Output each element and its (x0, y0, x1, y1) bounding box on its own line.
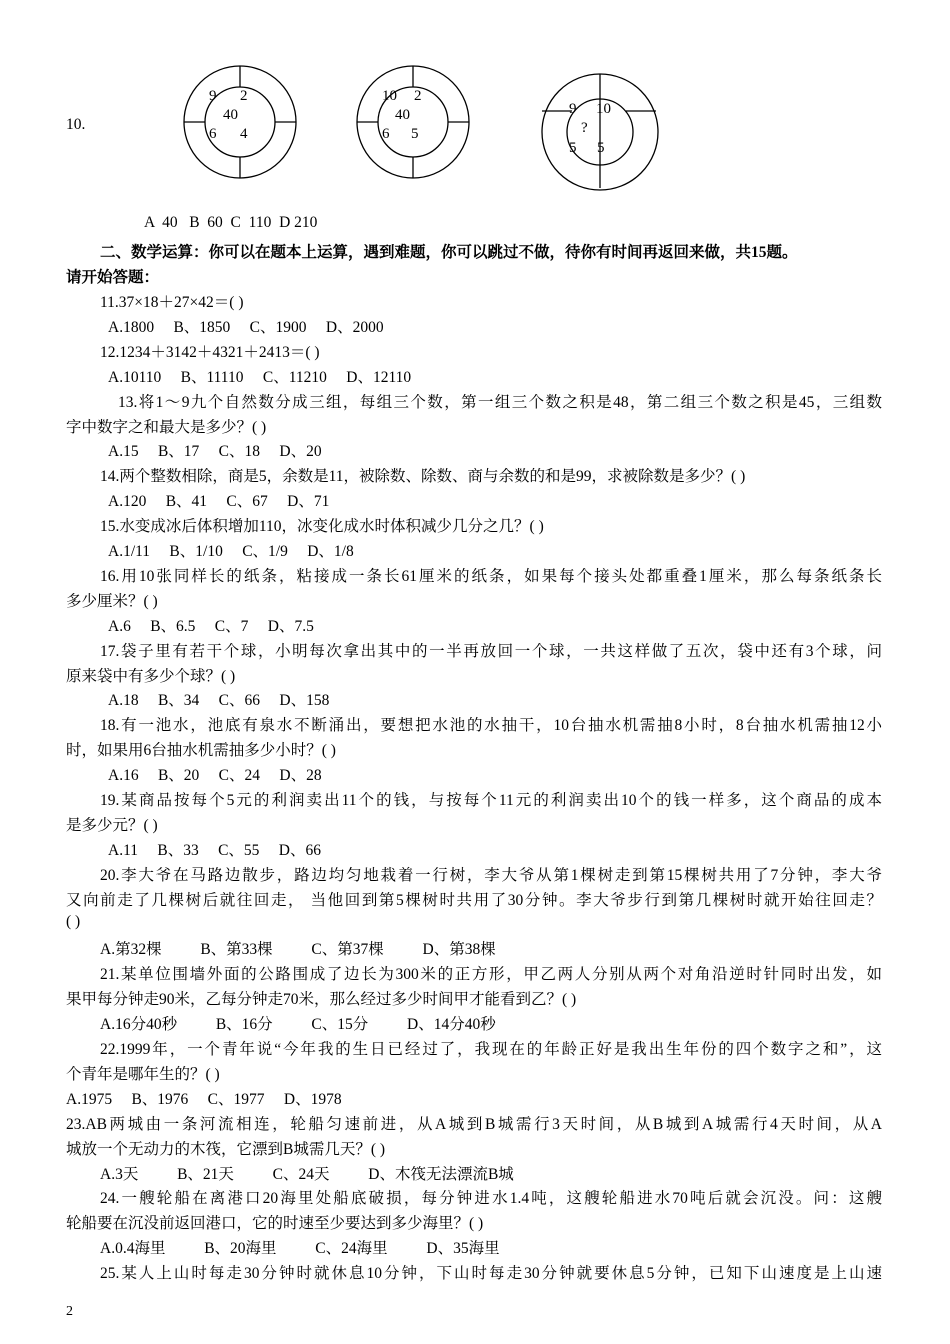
question-line: 个青年是哪年生的？( ) (66, 1065, 220, 1083)
ring-figure-1-svg (178, 64, 302, 180)
question-line: 24.一艘轮船在离港口20海里处船底破损，每分钟进水1.4吨，这艘轮船进水70吨后就会沉没。问：这艘 (100, 1190, 882, 1208)
ring-figure-1 (178, 64, 302, 185)
question-line: 轮船要在沉没前返回港口，它的时速至少要达到多少海里？( ) (66, 1215, 484, 1233)
question-line: 20.李大爷在马路边散步，路边均匀地栽着一行树，李大爷从第1棵树走到第15棵树共用了7分钟，李大爷 (100, 866, 882, 884)
question-line: 22.1999年，一个青年说“今年我的生日已经过了，我现在的年龄正好是我出生年份的四个数字之和”，这 (100, 1041, 882, 1058)
question-line: A.18 B、34 C、66 D、158 (108, 692, 330, 710)
question-line: 多少厘米？( ) (66, 592, 158, 610)
fig2-top-right: 2 (414, 88, 422, 104)
question-line: 19.某商品按每个5元的利润卖出11个的钱，与按每个11元的利润卖出10个的钱一样多，这个商品的成本 (100, 792, 882, 809)
question-line: A.1800 B、1850 C、1900 D、2000 (108, 318, 384, 336)
question-line: A.15 B、17 C、18 D、20 (108, 443, 322, 461)
question-line: A.1/11 B、1/10 C、1/9 D、1/8 (108, 543, 354, 560)
page-number: 2 (66, 1304, 73, 1319)
question-line: A.11 B、33 C、55 D、66 (108, 841, 321, 859)
fig3-top-left: 9 (569, 101, 577, 117)
question-line: 13.将1～9九个自然数分成三组，每组三个数，第一组三个数之积是48，第二组三个数之积是45，三组数 (118, 393, 882, 411)
ring-figure-3 (538, 70, 662, 199)
question-line: A.0.4海里 B、20海里 C、24海里 D、35海里 (100, 1240, 500, 1258)
fig1-top-left: 9 (209, 88, 217, 104)
question-line: 18.有一池水，池底有泉水不断涌出，要想把水池的水抽干，10台抽水机需抽8小时，8台抽水机需抽12小 (100, 717, 882, 735)
question-line: 又向前走了几棵树后就往回走， 当他回到第5棵树时共用了30分钟。李大爷步行到第几棵树时就开始往回走？ (66, 891, 882, 909)
ring-figure-2-svg (351, 64, 475, 180)
fig2-center: 40 (395, 107, 410, 123)
question-line: 11.37×18＋27×42＝( ) (100, 294, 244, 311)
question-line: 是多少元？( ) (66, 816, 158, 834)
fig1-bottom-left: 6 (209, 126, 217, 142)
question-line: 21.某单位围墙外面的公路围成了边长为300米的正方形，甲乙两人分别从两个对角沿逆时针同时出发，如 (100, 966, 882, 984)
question-line: 23.AB两城由一条河流相连，轮船匀速前进，从A城到B城需行3天时间，从B城到A城需行4天时间，从A (66, 1115, 882, 1133)
fig2-top-left: 10 (382, 88, 397, 104)
section-2-heading: 二、数学运算：你可以在题本上运算，遇到难题，你可以跳过不做，待你有时间再返回来做，共15题。 (100, 244, 798, 261)
fig3-center: ? (581, 120, 588, 136)
question-line: A.6 B、6.5 C、7 D、7.5 (108, 617, 314, 635)
question-line: A.120 B、41 C、67 D、71 (108, 493, 330, 511)
fig3-bottom-left: 5 (569, 140, 577, 156)
question-line: A.10110 B、11110 C、11210 D、12110 (108, 368, 412, 386)
question-line: 原来袋中有多少个球？( ) (66, 667, 236, 685)
ring-figure-3-svg (538, 70, 662, 194)
question-line: A.16 B、20 C、24 D、28 (108, 767, 322, 785)
question-line: 25.某人上山时每走30分钟时就休息10分钟，下山时每走30分钟就要休息5分钟，已知下山速度是上山速 (100, 1265, 882, 1283)
question-line: 14.两个整数相除，商是5，余数是11，被除数、除数、商与余数的和是99，求被除数是多少？( ) (100, 468, 746, 486)
question-line: ( ) (66, 912, 81, 930)
question-line: 12.1234＋3142＋4321＋2413＝( ) (100, 343, 320, 361)
section-2-start: 请开始答题： (66, 269, 160, 286)
fig3-bottom-right: 5 (597, 140, 605, 156)
question-line: 17.袋子里有若干个球，小明每次拿出其中的一半再放回一个球，一共这样做了五次，袋中还有3个球，问 (100, 642, 882, 660)
question-line: 16.用10张同样长的纸条，粘接成一条长61厘米的纸条，如果每个接头处都重叠1厘米，那么每条纸条长 (100, 567, 882, 585)
fig1-center: 40 (223, 107, 238, 123)
fig1-bottom-right: 4 (240, 126, 248, 142)
question-line: 字中数字之和最大是多少？( ) (66, 418, 267, 436)
question-line: 城放一个无动力的木筏，它漂到B城需几天？( ) (66, 1140, 386, 1158)
question-line: A.1975 B、1976 C、1977 D、1978 (66, 1090, 342, 1108)
question-line: A.16分40秒 B、16分 C、15分 D、14分40秒 (100, 1016, 496, 1034)
question-line: 果甲每分钟走90米，乙每分钟走70米，那么经过多少时间甲才能看到乙？( ) (66, 991, 577, 1009)
question-line: 15.水变成冰后体积增加110，冰变化成水时体积减少几分之几？( ) (100, 518, 544, 536)
fig1-top-right: 2 (240, 88, 248, 104)
question-10-label: 10. (66, 116, 86, 133)
fig2-bottom-left: 6 (382, 126, 390, 142)
question-10-options: A 40 B 60 C 110 D 210 (144, 214, 318, 231)
fig2-bottom-right: 5 (411, 126, 419, 142)
question-line: A.3天 B、21天 C、24天 D、木筏无法漂流B城 (100, 1165, 514, 1183)
question-line: 时，如果用6台抽水机需抽多少小时？( ) (66, 742, 336, 760)
question-line: A.第32棵 B、第33棵 C、第37棵 D、第38棵 (100, 941, 496, 959)
fig3-top-right: 10 (596, 101, 611, 117)
ring-figure-2 (351, 64, 475, 185)
